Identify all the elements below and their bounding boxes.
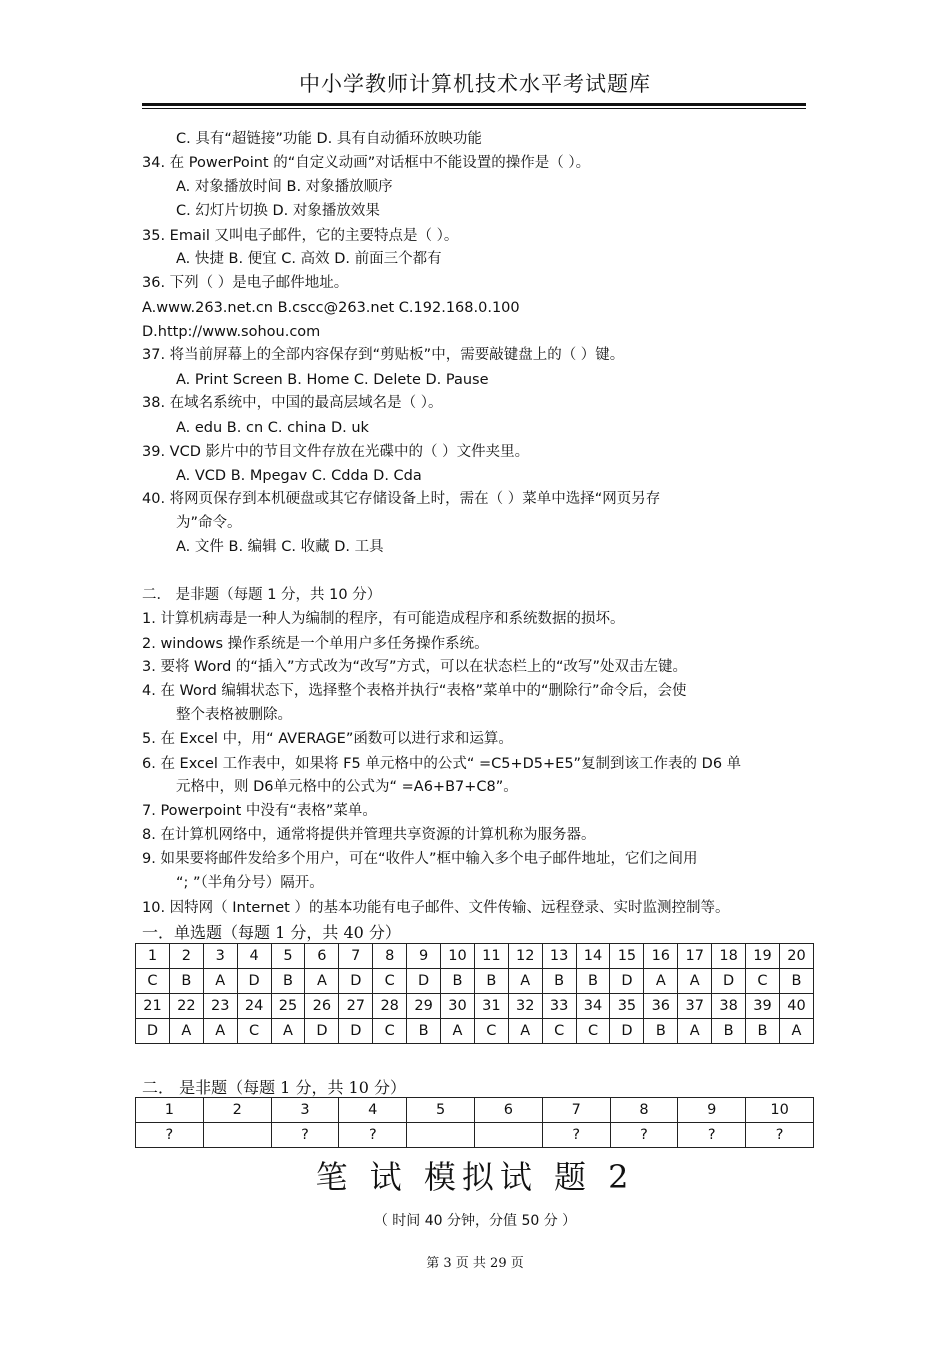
page-footer: 第 3 页 共 29 页 (426, 1256, 524, 1271)
table-cell: C (474, 1019, 508, 1044)
table-cell: 7 (542, 1098, 610, 1123)
table-cell: ? (136, 1123, 204, 1148)
single-choice-answer-table (135, 943, 814, 1044)
table-cell: 36 (644, 994, 678, 1019)
table-cell: C (237, 1019, 271, 1044)
text-line: “; ”（半角分号）隔开。 (176, 875, 324, 891)
table-cell: B (746, 1019, 780, 1044)
table-cell: A (169, 1019, 203, 1044)
table-cell: 34 (576, 994, 610, 1019)
text-line: 2. windows 操作系统是一个单用户多任务操作系统。 (142, 636, 489, 652)
table-cell: 28 (373, 994, 407, 1019)
table-row (136, 994, 814, 1019)
section-true-false-heading: 二． 是非题（每题 1 分，共 10 分） (142, 1078, 406, 1097)
table-cell: 17 (678, 944, 712, 969)
text-line: 10. 因特网（ Internet ）的基本功能有电子邮件、文件传输、远程登录、实时监测控制等。 (142, 900, 730, 916)
text-line: 7. Powerpoint 中没有“表格”菜单。 (142, 803, 377, 819)
true-false-answer-table (135, 1097, 814, 1148)
table-cell: A (678, 969, 712, 994)
text-line: 37. 将当前屏幕上的全部内容保存到“剪贴板”中，需要敲键盘上的（ ）键。 (142, 347, 625, 363)
table-cell: 4 (237, 944, 271, 969)
table-cell: 15 (610, 944, 644, 969)
table-cell (407, 1123, 475, 1148)
table-cell: 20 (779, 944, 813, 969)
table-cell: 1 (136, 944, 170, 969)
section-single-choice-heading: 一．单选题（每题 1 分，共 40 分） (142, 923, 401, 942)
table-cell: D (407, 969, 441, 994)
table-cell: 25 (271, 994, 305, 1019)
text-line: 3. 要将 Word 的“插入”方式改为“改写”方式，可以在状态栏上的“改写”处双击左键。 (142, 659, 688, 675)
table-cell: 3 (271, 1098, 339, 1123)
table-cell: A (305, 969, 339, 994)
text-line: 8. 在计算机网络中，通常将提供并管理共享资源的计算机称为服务器。 (142, 827, 596, 843)
table-cell: 33 (542, 994, 576, 1019)
table-cell: D (610, 969, 644, 994)
text-line: C. 具有“超链接”功能 D. 具有自动循环放映功能 (176, 131, 482, 147)
table-cell: 10 (746, 1098, 814, 1123)
table-cell: 6 (305, 944, 339, 969)
table-cell: 3 (203, 944, 237, 969)
table-row (136, 1098, 814, 1123)
table-cell: 8 (610, 1098, 678, 1123)
text-line: 5. 在 Excel 中，用“ AVERAGE”函数可以进行求和运算。 (142, 731, 513, 747)
table-cell: D (237, 969, 271, 994)
table-cell (474, 1123, 542, 1148)
text-line: A. edu B. cn C. china D. uk (176, 420, 369, 436)
table-cell: 2 (203, 1098, 271, 1123)
table-cell: 39 (746, 994, 780, 1019)
table-cell: 23 (203, 994, 237, 1019)
table-cell: C (542, 1019, 576, 1044)
table-cell: A (779, 1019, 813, 1044)
table-cell: 26 (305, 994, 339, 1019)
table-cell: A (644, 969, 678, 994)
table-cell: 6 (474, 1098, 542, 1123)
table-row (136, 1123, 814, 1148)
table-cell: D (305, 1019, 339, 1044)
table-cell: 11 (474, 944, 508, 969)
table-cell: 24 (237, 994, 271, 1019)
table-cell: ? (678, 1123, 746, 1148)
header-rule-thick (142, 103, 806, 106)
table-cell: 8 (373, 944, 407, 969)
table-cell: D (136, 1019, 170, 1044)
table-cell: C (136, 969, 170, 994)
text-line: A. Print Screen B. Home C. Delete D. Pause (176, 372, 489, 388)
table-cell: C (576, 1019, 610, 1044)
header-rule-thin (142, 108, 806, 109)
table-cell: B (271, 969, 305, 994)
text-line: 40. 将网页保存到本机硬盘或其它存储设备上时，需在（ ）菜单中选择“网页另存 (142, 491, 661, 507)
table-row (136, 1019, 814, 1044)
table-cell: 12 (508, 944, 542, 969)
table-cell: D (712, 969, 746, 994)
text-line: A. 快捷 B. 便宜 C. 高效 D. 前面三个都有 (176, 251, 442, 267)
table-row (136, 944, 814, 969)
table-cell: 37 (678, 994, 712, 1019)
table-cell: 29 (407, 994, 441, 1019)
table-cell: B (474, 969, 508, 994)
table-cell: B (576, 969, 610, 994)
table-cell: 38 (712, 994, 746, 1019)
table-cell: 19 (746, 944, 780, 969)
text-line: 整个表格被删除。 (176, 707, 292, 723)
table-cell: ? (610, 1123, 678, 1148)
table-cell: A (508, 969, 542, 994)
table-cell: C (746, 969, 780, 994)
table-cell: 22 (169, 994, 203, 1019)
table-cell: 30 (441, 994, 475, 1019)
table-cell: ? (746, 1123, 814, 1148)
table-cell: 2 (169, 944, 203, 969)
table-cell: 35 (610, 994, 644, 1019)
text-line: 38. 在域名系统中，中国的最高层域名是（ ）。 (142, 395, 443, 411)
exam-title: 笔 试 模拟试 题 2 (315, 1158, 635, 1196)
table-cell: 4 (339, 1098, 407, 1123)
table-cell: A (271, 1019, 305, 1044)
table-cell: 9 (678, 1098, 746, 1123)
text-line: 二． 是非题（每题 1 分，共 10 分） (142, 587, 382, 603)
page-header-title: 中小学教师计算机技术水平考试题库 (299, 72, 651, 96)
table-cell: B (169, 969, 203, 994)
text-line: 元格中，则 D6单元格中的公式为“ =A6+B7+C8”。 (176, 779, 518, 795)
text-line: A. 文件 B. 编辑 C. 收藏 D. 工具 (176, 539, 384, 555)
text-line: 为”命令。 (176, 515, 242, 531)
table-cell: B (407, 1019, 441, 1044)
table-cell: A (203, 969, 237, 994)
table-cell: 9 (407, 944, 441, 969)
text-line: A.www.263.net.cn B.cscc@263.net C.192.168.0.100 (142, 300, 520, 316)
table-cell: 27 (339, 994, 373, 1019)
table-cell: ? (271, 1123, 339, 1148)
table-cell: 5 (271, 944, 305, 969)
table-cell: 14 (576, 944, 610, 969)
table-cell: 10 (441, 944, 475, 969)
table-cell: B (542, 969, 576, 994)
exam-subtitle: （ 时间 40 分钟，分值 50 分 ） (373, 1213, 577, 1229)
text-line: 36. 下列（ ）是电子邮件地址。 (142, 275, 349, 291)
table-cell: ? (339, 1123, 407, 1148)
table-cell: A (678, 1019, 712, 1044)
table-cell: B (441, 969, 475, 994)
table-cell: 13 (542, 944, 576, 969)
table-cell: D (339, 1019, 373, 1044)
table-cell: 32 (508, 994, 542, 1019)
table-cell: 5 (407, 1098, 475, 1123)
table-cell: D (610, 1019, 644, 1044)
table-cell: C (373, 969, 407, 994)
table-cell: ? (542, 1123, 610, 1148)
table-cell: A (203, 1019, 237, 1044)
text-line: A. 对象播放时间 B. 对象播放顺序 (176, 179, 393, 195)
table-cell: A (441, 1019, 475, 1044)
text-line: 6. 在 Excel 工作表中，如果将 F5 单元格中的公式“ =C5+D5+E5”复制到该工作表的 D6 单 (142, 756, 742, 772)
table-cell: B (712, 1019, 746, 1044)
table-cell: 40 (779, 994, 813, 1019)
table-cell: B (644, 1019, 678, 1044)
text-line: 1. 计算机病毒是一种人为编制的程序，有可能造成程序和系统数据的损坏。 (142, 611, 625, 627)
text-line: C. 幻灯片切换 D. 对象播放效果 (176, 203, 380, 219)
table-cell: 1 (136, 1098, 204, 1123)
table-cell: C (373, 1019, 407, 1044)
table-cell: 21 (136, 994, 170, 1019)
table-cell: 18 (712, 944, 746, 969)
text-line: 34. 在 PowerPoint 的“自定义动画”对话框中不能设置的操作是（ ）。 (142, 155, 591, 171)
table-cell: D (339, 969, 373, 994)
table-cell: B (779, 969, 813, 994)
table-row (136, 969, 814, 994)
text-line: D.http://www.sohou.com (142, 324, 321, 340)
table-cell: 7 (339, 944, 373, 969)
text-line: 39. VCD 影片中的节目文件存放在光碟中的（ ）文件夹里。 (142, 444, 530, 460)
text-line: 35. Email 又叫电子邮件，它的主要特点是（ ）。 (142, 228, 459, 244)
table-cell: 31 (474, 994, 508, 1019)
text-line: A. VCD B. Mpegav C. Cdda D. Cda (176, 468, 422, 484)
text-line: 4. 在 Word 编辑状态下，选择整个表格并执行“表格”菜单中的“删除行”命令后，会使 (142, 683, 687, 699)
table-cell: 16 (644, 944, 678, 969)
table-cell: A (508, 1019, 542, 1044)
text-line: 9. 如果要将邮件发给多个用户，可在“收件人”框中输入多个电子邮件地址，它们之间用 (142, 851, 698, 867)
table-cell (203, 1123, 271, 1148)
